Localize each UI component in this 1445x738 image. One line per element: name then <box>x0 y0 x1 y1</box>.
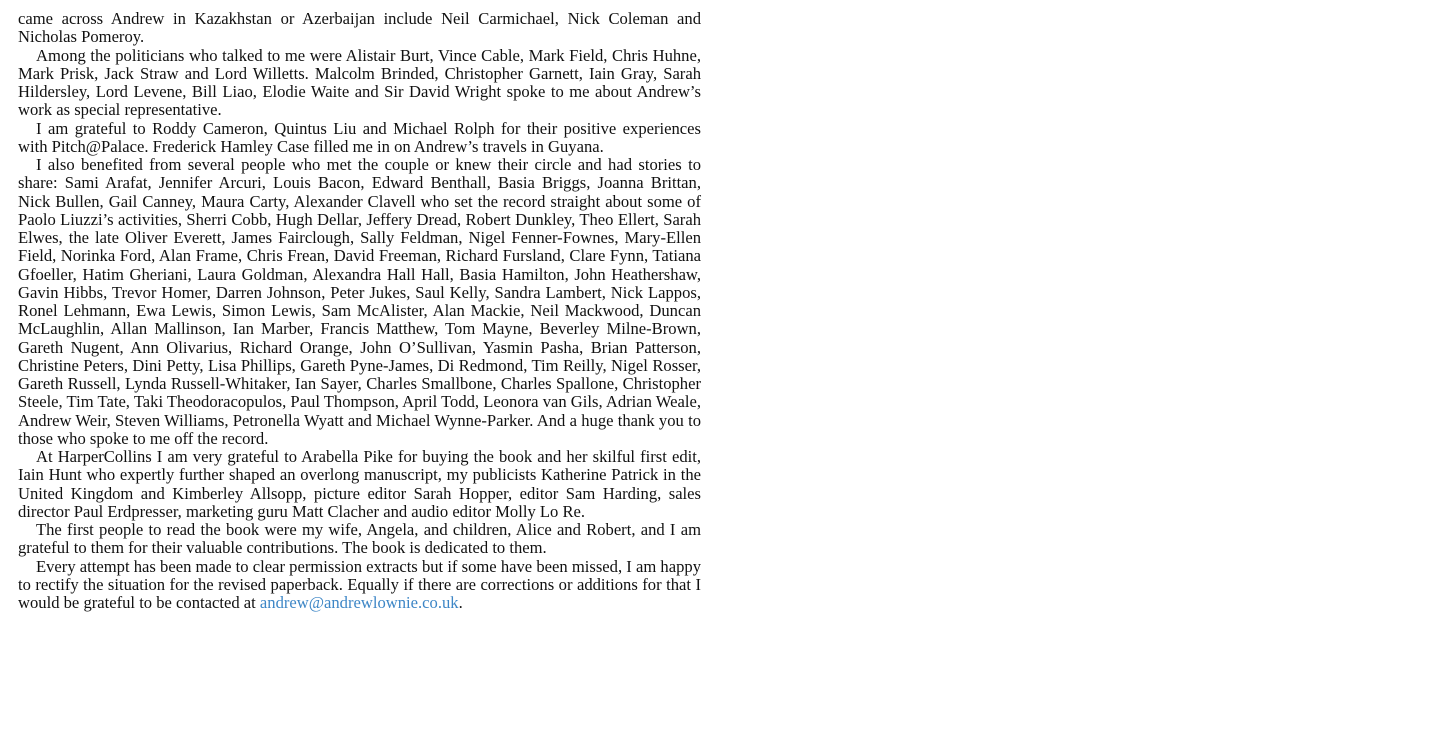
permissions-text: Every attempt has been made to clear permission extracts but if some have been missed, I am happy to rectify the situation for the revised paperback. Equally if there are corrections or additions for that I would be grateful to be contacted at <box>18 556 701 612</box>
paragraph-pitch-at-palace: I am grateful to Roddy Cameron, Quintus Liu and Michael Rolph for their positive experiences with Pitch@Palace. Frederick Hamley Case filled me in on Andrew’s travels in Guyana. <box>18 118 701 156</box>
document-body <box>18 10 701 612</box>
permissions-trailing: . <box>458 593 463 612</box>
email-link[interactable]: andrew@andrewlownie.co.uk <box>259 593 459 612</box>
paragraph-family: The first people to read the book were my wife, Angela, and children, Alice and Robert, and I am grateful to them for their valuable contributions. The book is dedicated to them. <box>18 520 701 558</box>
paragraph-politicians: Among the politicians who talked to me were Alistair Burt, Vince Cable, Mark Field, Chris Huhne, Mark Prisk, Jack Straw and Lord Willetts. Malcolm Brinded, Christopher Garnett, Iain Gray, Sarah Hildersley, Lord Levene, Bill Liao, Elodie Waite and Sir David Wright spoke to me about Andrew’s work as special representative. <box>18 45 701 120</box>
paragraph-acknowledgement-list: I also benefited from several people who met the couple or knew their circle and had stories to share: Sami Arafat, Jennifer Arcuri, Louis Bacon, Edward Benthall, Basia Briggs, Joanna Brittan, Nick Bullen, Gail Canney, Maura Carty, Alexander Clavell who set the record straight about some of Paolo Liuzzi’s activities, Sherri Cobb, Hugh Dellar, Jeffery Dread, Robert Dunkley, Theo Ellert, Sarah Elwes, the late Oliver Everett, James Fairclough, Sally Feldman, Nigel Fenner-Fownes, Mary-Ellen Field, Norinka Ford, Alan Frame, Chris Frean, David Freeman, Richard Fursland, Clare Fynn, Tatiana Gfoeller, Hatim Gheriani, Laura Goldman, Alexandra Hall Hall, Basia Hamilton, John Heathershaw, Gavin Hibbs, Trevor Homer, Darren Johnson, Peter Jukes, Saul Kelly, Sandra Lambert, Nick Lappos, Ronel Lehmann, Ewa Lewis, Simon Lewis, Sam McAlister, Alan Mackie, Neil Mackwood, Duncan McLaughlin, Allan Mallinson, Ian Marber, Francis Matthew, Tom Mayne, Beverley Milne-Brown, Gareth Nugent, Ann Olivarius, Richard Orange, John O’Sullivan, Yasmin Pasha, Brian Patterson, Christine Peters, Dini Petty, Lisa Phillips, Gareth Pyne-James, Di Redmond, Tim Reilly, Nigel Rosser, Gareth Russell, Lynda Russell-Whitaker, Ian Sayer, Charles Smallbone, Charles Spallone, Christopher Steele, Tim Tate, Taki Theodoracopulos, Paul Thompson, April Todd, Leonora van Gils, Adrian Weale, Andrew Weir, Steven Williams, Petronella Wyatt and Michael Wynne-Parker. And a huge thank you to those who spoke to me off the record. <box>18 155 701 448</box>
paragraph-continued: came across Andrew in Kazakhstan or Azerbaijan include Neil Carmichael, Nick Coleman and Nicholas Pomeroy. <box>18 9 701 47</box>
paragraph-harpercollins: At HarperCollins I am very grateful to Arabella Pike for buying the book and her skilful first edit, Iain Hunt who expertly further shaped an overlong manuscript, my publicists Katherine Patrick in the United Kingdom and Kimberley Allsopp, picture editor Sarah Hopper, editor Sam Harding, sales director Paul Erdpresser, marketing guru Matt Clacher and audio editor Molly Lo Re. <box>18 447 701 521</box>
paragraph-permissions <box>18 558 701 613</box>
